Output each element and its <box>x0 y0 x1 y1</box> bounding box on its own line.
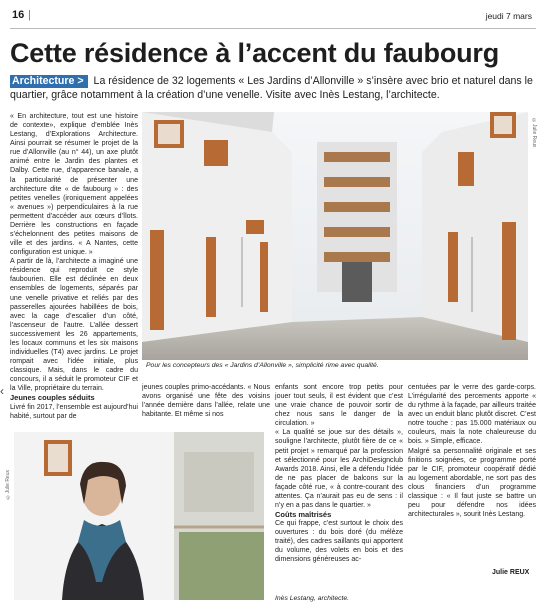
article-column-2 <box>142 383 270 419</box>
header-rule <box>10 28 536 29</box>
residence-photo <box>142 112 528 360</box>
page-separator: | <box>28 9 31 21</box>
residence-illustration <box>142 112 528 360</box>
paragraph: centuées par le verre des garde-corps. L’irrégularité des percements apporte « du rythme à la façade, par ailleurs traitée avec un enduit blanc plutôt discret. C’est notre touche : pas 15.000 matériaux ou couleurs, mais la note chaleureuse du bois. » Simple, efficace. <box>408 384 536 446</box>
article-lead <box>10 74 536 102</box>
paragraph: A partir de là, l’architecte a imaginé une résidence qui reproduit ce style faubourien. Elle est déclinée en deux ensembles de logements, séparés par une venelle privative et reliés par des passerelles ajourées habillées de bois, avec la cage d’escalier d’un côté, l’ascenseur de l’autre. L’allée dessert successivement les 26 appartements, les locaux communs et les six maisons individuelles (T4) avec jardins. Le projet rompait avec l’idée initiale, plus classique. Mais, dans le cadre du concours, il a séduit le promoteur CIF et la Ville, propriétaire du terrain. <box>10 258 138 393</box>
subhead-jeunes-couples: Jeunes couples séduits <box>10 393 95 403</box>
lead-text: La résidence de 32 logements « Les Jardins d’Allonville » s’insère avec brio et naturel dans le quartier, grâce notamment à la création d’une venelle. Visite avec Inès Lestang, l’architecte. <box>10 75 533 101</box>
page-number: 16 <box>12 9 25 21</box>
paragraph: Ce qui frappe, c’est surtout le choix des ouvertures : du bois doré (du mélèze traité), des cadres saillants qui apportent du volume, des volets en bois et des dimensions généreuses ac- <box>275 520 403 564</box>
paragraph: jeunes couples primo-accédants. « Nous avons organisé une fête des voisins l’année dernière dans l’allée, relate une habitante. Et même si nos <box>142 384 270 419</box>
section-kicker[interactable]: Architecture > <box>10 75 88 88</box>
paragraph: « La qualité se joue sur des détails », souligne l’architecte, plutôt fière de ce « petit projet » remarqué par la profession et sélectionné pour les ArchiDesignclub Awards 2018. Ainsi, elle a défendu l’idée de ne pas placer de balcons sur la façade côté rue, « à contre-courant des attentes. Ça n’aurait pas eu de sens : il n’y en a pas dans le quartier. » <box>275 429 403 510</box>
paragraph: Malgré sa personnalité originale et ses finitions soignées, ce programme porté par le CIF, promoteur coopératif dédié au logement abordable, ne sort pas des clous financiers d’un programme classique : « Il faut juste se battre un peu pour défendre nos idées architecturales », sourit Inès Lestang. <box>408 447 536 519</box>
portrait-photo-credit: ©Julie Reux <box>5 470 11 500</box>
main-photo-caption: Pour les concepteurs des « Jardins d’Allonville », simplicité rime avec qualité. <box>146 362 379 369</box>
photo-credit: ©Julie Reux <box>531 118 537 148</box>
paragraph: « En architecture, tout est une histoire de contexte», explique d’emblée Inès Lestang, d’Explorations Architecture. Ainsi pourrait se résumer le projet de la rue d’Allonville (au n° 44), un axe plutôt animé entre le Jardin des plantes et Dalby. Cette rue, d’apparence banale, a la particularité de présenter une architecture dite « de faubourg » : des petites venelles (ironiquement appelées « avenues ») perpendiculaires à la rue permettent d’accéder aux cœurs d’îlots. Derrière les constructions en façade s’échelonnent des petites maisons de ville et des jardins. « A Nantes, cette configuration est unique. » <box>10 113 138 257</box>
paragraph: Livré fin 2017, l’ensemble est aujourd’hui habité, surtout par de <box>10 403 138 420</box>
page-header <box>0 0 546 30</box>
author-signature: Julie REUX <box>492 569 530 576</box>
portrait-caption: Inès Lestang, architecte. <box>275 595 350 602</box>
chevron-left-icon[interactable]: ‹ <box>0 384 4 398</box>
article-column-3 <box>275 383 403 565</box>
subhead-couts-maitrises: Coûts maîtrisés <box>275 510 332 520</box>
paragraph: enfants sont encore trop petits pour jouer tout seuls, il est évident que c’est une vraie chance de pouvoir sortir de chez nous sans le danger de la circulation. » <box>275 384 403 428</box>
architect-portrait-photo <box>14 432 264 600</box>
article-headline: Cette résidence à l’accent du faubourg <box>10 38 500 68</box>
portrait-illustration <box>14 432 264 600</box>
issue-date: jeudi 7 mars <box>485 11 532 21</box>
article-column-1 <box>10 112 138 421</box>
article-column-4 <box>408 383 536 519</box>
